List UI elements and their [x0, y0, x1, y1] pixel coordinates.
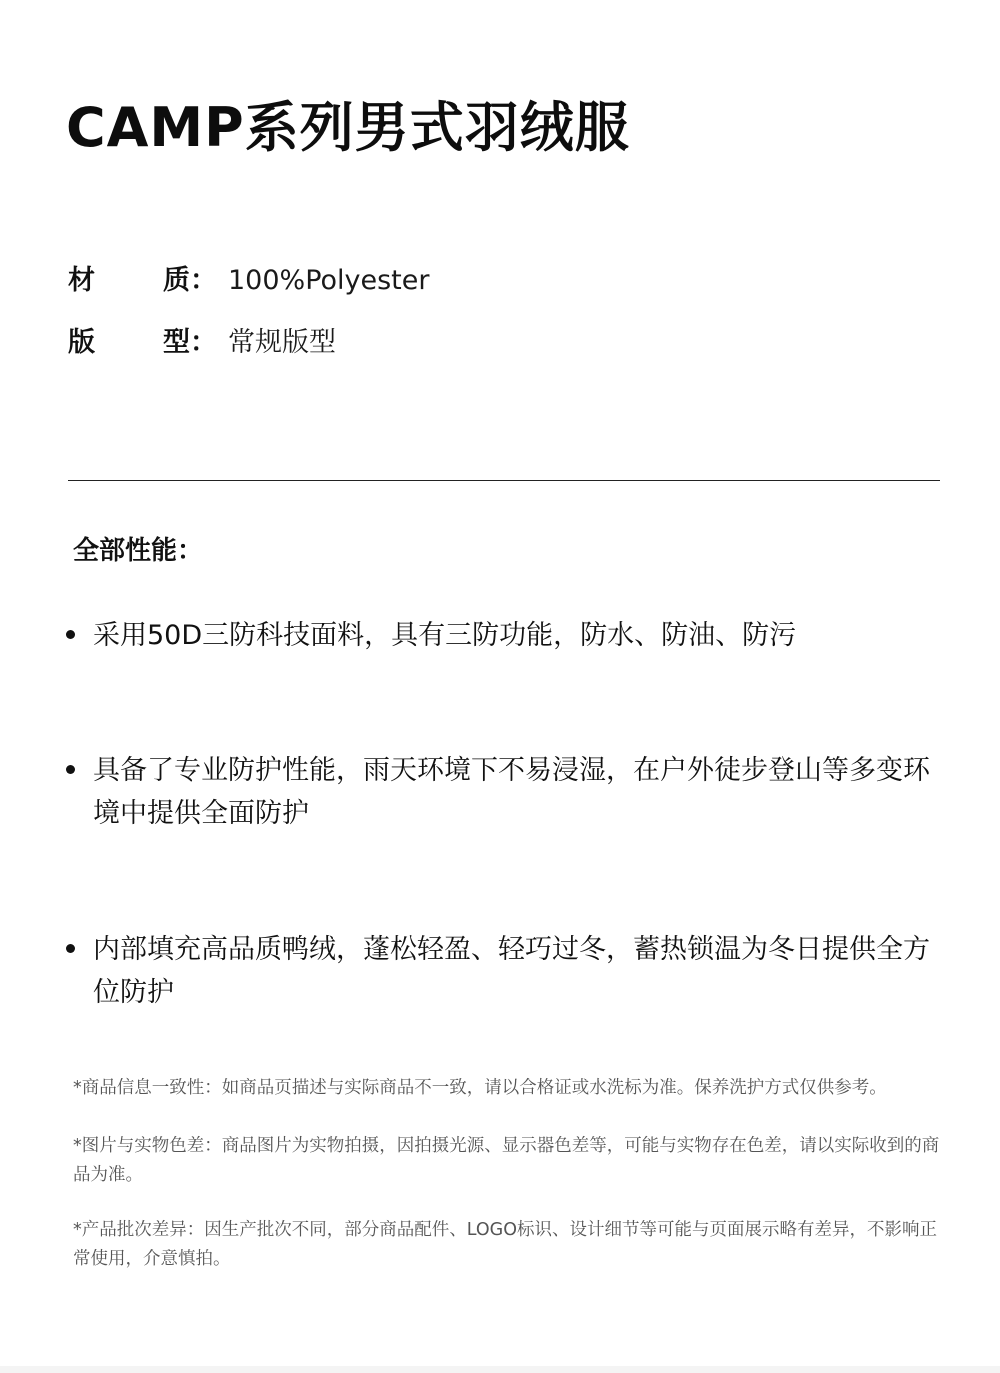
note-batch-difference: *产品批次差异：因生产批次不同，部分商品配件、LOGO标识、设计细节等可能与页面展示略有差异，不影响正常使用，介意慎拍。 — [73, 1220, 937, 1269]
note-color-difference: *图片与实物色差：商品图片为实物拍摄，因拍摄光源、显示器色差等，可能与实物存在色差，请以实际收到的商品为准。 — [73, 1136, 940, 1185]
section-divider — [68, 480, 940, 481]
bottom-divider — [0, 1366, 1000, 1373]
feature-text: 采用50D三防科技面料，具有三防功能，防水、防油、防污 — [93, 620, 797, 651]
spec-label-char: 版 — [68, 327, 95, 358]
spec-value-material: 100%Polyester — [228, 265, 430, 296]
spec-label-char: 质： — [163, 265, 217, 296]
spec-label-char: 型： — [163, 327, 217, 358]
bullet-icon — [66, 944, 75, 953]
bullet-icon — [66, 765, 75, 774]
bullet-icon — [66, 630, 75, 639]
note-info-consistency: *商品信息一致性：如商品页描述与实际商品不一致，请以合格证或水洗标为准。保养洗护方式仅供参考。 — [73, 1078, 887, 1098]
spec-value-fit: 常规版型 — [228, 327, 336, 358]
feature-text: 内部填充高品质鸭绒，蓬松轻盈、轻巧过冬，蓄热锁温为冬日提供全方位防护 — [93, 934, 930, 1008]
features-heading: 全部性能： — [73, 536, 204, 566]
feature-text: 具备了专业防护性能，雨天环境下不易浸湿，在户外徒步登山等多变环境中提供全面防护 — [93, 755, 930, 829]
spec-label-char: 材 — [68, 265, 95, 296]
product-title: CAMP系列男式羽绒服 — [66, 96, 630, 159]
